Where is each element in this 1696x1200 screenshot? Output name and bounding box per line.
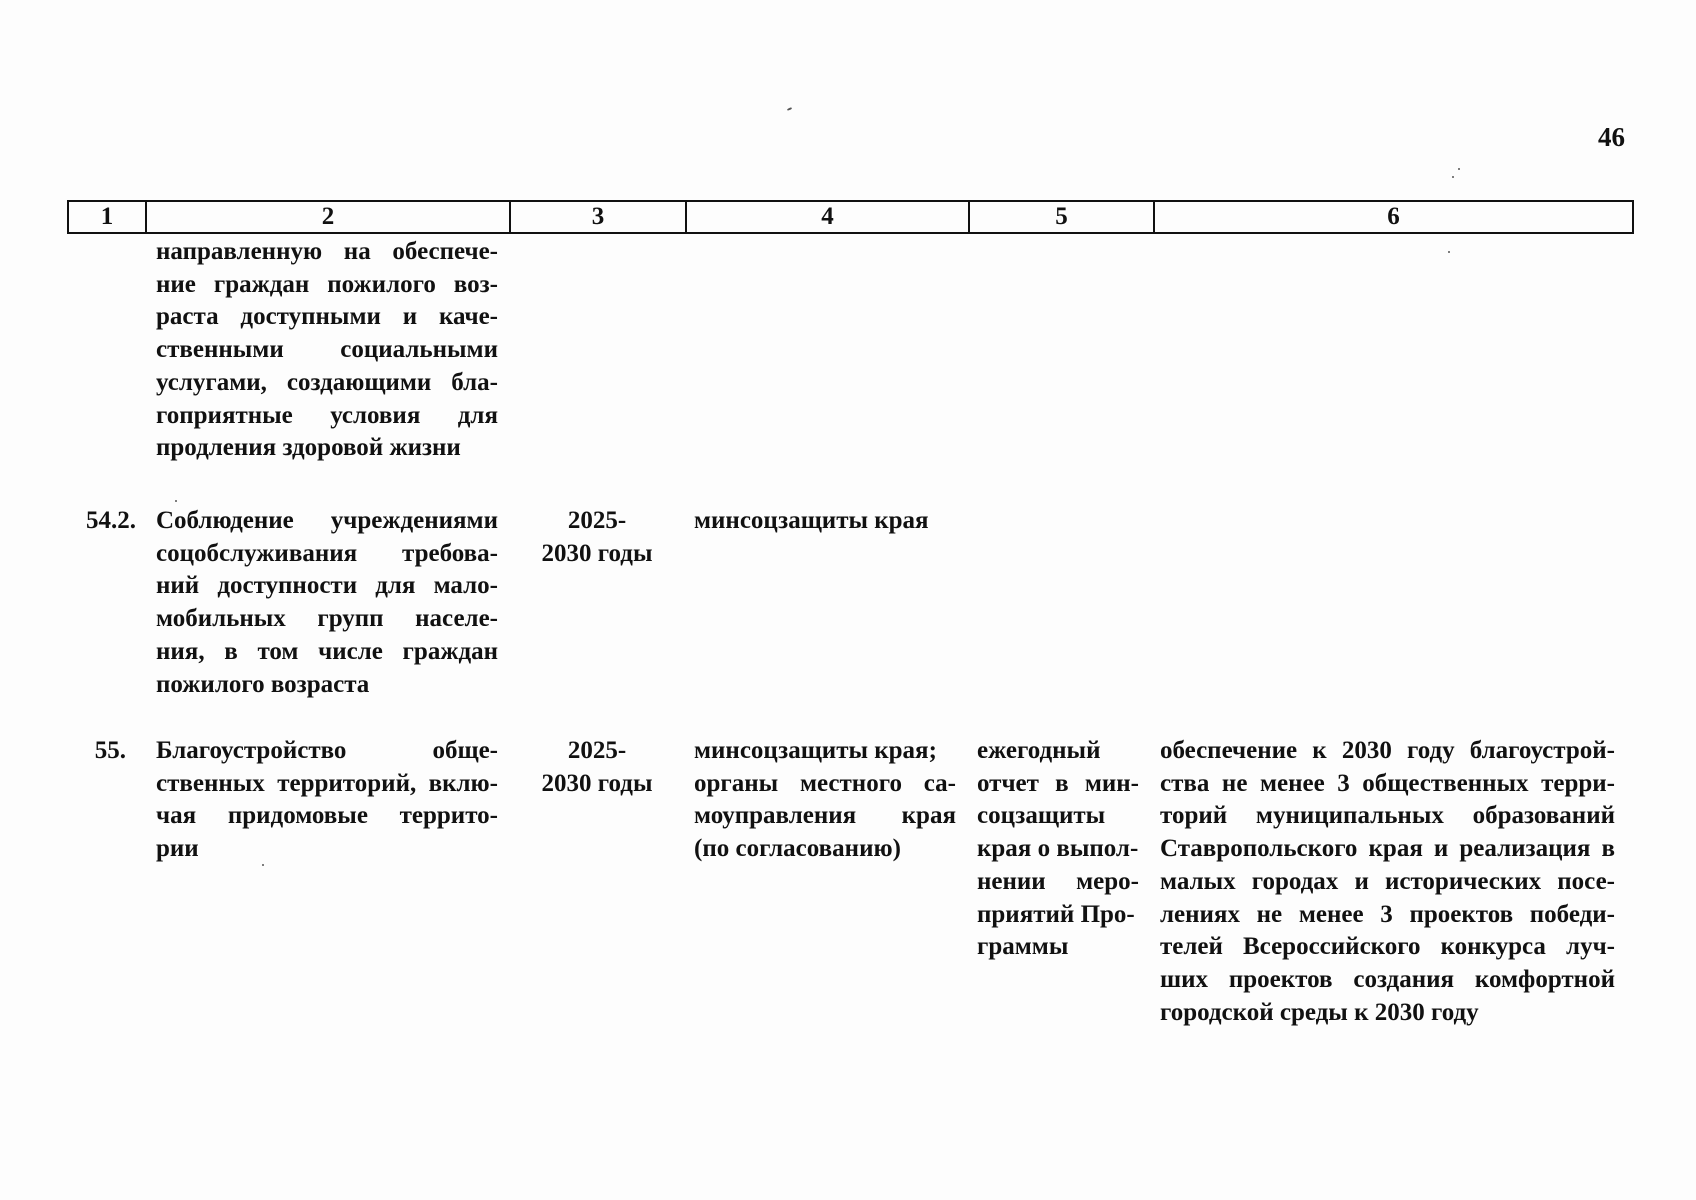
text-line: 2030 годы	[541, 539, 653, 567]
text-line: торий муниципальных образований	[1160, 802, 1615, 830]
text-line: края о выпол-	[977, 835, 1139, 863]
text-line: ния, в том числе граждан	[156, 637, 498, 665]
text-line: пожилого возраста	[156, 670, 370, 698]
column-header-5: 5	[970, 202, 1155, 232]
scan-speck	[787, 107, 792, 111]
text-line: ние граждан пожилого воз-	[156, 270, 498, 298]
text-line: ний доступности для мало-	[156, 572, 498, 600]
text-line: минсоцзащиты края;	[694, 737, 937, 764]
scan-speck	[1458, 168, 1460, 170]
text-line: (по согласованию)	[694, 835, 901, 863]
row-period	[522, 735, 672, 800]
column-header-2: 2	[147, 202, 511, 232]
row-report	[977, 735, 1139, 964]
table-header-row	[67, 200, 1634, 234]
row-result	[1160, 735, 1615, 1029]
row-number: 55.	[94, 737, 126, 764]
text-line: услугами, создающими бла-	[156, 368, 498, 396]
text-line: моуправления края	[694, 802, 956, 830]
row-description	[156, 735, 498, 866]
text-line: обеспечение к 2030 году благоустрой-	[1160, 737, 1615, 764]
text-line: ших проектов создания комфортной	[1160, 965, 1615, 993]
column-header-1: 1	[69, 202, 147, 232]
text-line: мобильных групп населе-	[156, 605, 498, 633]
text-line: гоприятные условия для	[156, 401, 498, 429]
text-line: 2025-	[567, 737, 627, 764]
text-line: малых городах и исторических посе-	[1160, 867, 1615, 895]
scan-speck	[262, 864, 264, 866]
text-line: ственных территорий, вклю-	[156, 769, 498, 797]
column-header-3: 3	[511, 202, 687, 232]
text-line: минсоцзащиты края	[694, 507, 929, 534]
row-period	[522, 505, 672, 570]
text-line: чая придомовые террито-	[156, 802, 498, 830]
text-line: граммы	[977, 933, 1069, 961]
text-line: Ставропольского края и реализация в	[1160, 835, 1615, 863]
text-line: органы местного са-	[694, 769, 956, 797]
text-line: направленную на обеспече-	[156, 238, 498, 265]
text-line: нении меро-	[977, 867, 1139, 895]
scan-speck	[1452, 176, 1454, 178]
text-line: телей Всероссийского конкурса луч-	[1160, 933, 1615, 961]
column-header-4: 4	[687, 202, 970, 232]
text-line: городской среды к 2030 году	[1160, 998, 1479, 1026]
text-line: ства не менее 3 общественных терри-	[1160, 769, 1615, 797]
scan-speck	[1448, 251, 1450, 253]
text-line: соцзащиты	[977, 802, 1106, 830]
page-number: 46	[1598, 122, 1625, 152]
text-line: 2025-	[567, 507, 627, 534]
text-line: рии	[156, 835, 199, 863]
text-line: ежегодный	[977, 737, 1101, 764]
text-line: отчет в мин-	[977, 769, 1139, 797]
text-line: раста доступными и каче-	[156, 303, 498, 331]
column-header-6: 6	[1387, 203, 1400, 230]
row-number: 54.2.	[86, 507, 136, 534]
text-line: продления здоровой жизни	[156, 434, 461, 462]
text-line: приятий Про-	[977, 900, 1135, 928]
text-line: Благоустройство обще-	[156, 737, 498, 764]
row-description	[156, 505, 498, 701]
text-line: 2030 годы	[541, 769, 653, 797]
text-line: лениях не менее 3 проектов победи-	[1160, 900, 1615, 928]
text-line: соцобслуживания требова-	[156, 539, 498, 567]
row-executor	[694, 735, 956, 866]
continuation-description	[156, 236, 498, 465]
row-executor	[694, 505, 956, 538]
text-line: Соблюдение учреждениями	[156, 507, 498, 534]
text-line: ственными социальными	[156, 336, 498, 364]
scan-speck	[175, 500, 177, 502]
